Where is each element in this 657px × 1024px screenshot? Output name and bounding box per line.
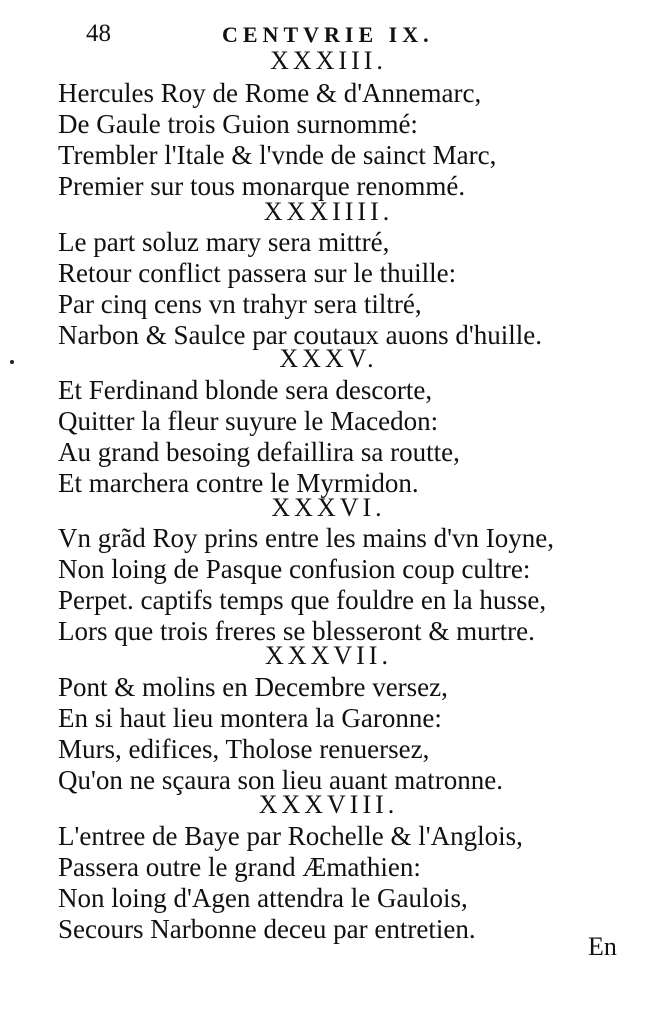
stanza-heading: XXXVII. xyxy=(265,641,392,670)
verse-line: Et marchera contre le Myrmidon. xyxy=(58,468,419,498)
verse-line: Non loing de Pasque confusion coup cultre: xyxy=(58,554,531,584)
verse-line: Trembler l'Itale & l'vnde de sainct Marc, xyxy=(58,140,497,170)
stanza-heading: XXXIII. xyxy=(270,46,387,75)
verse-line: Retour conflict passera sur le thuille: xyxy=(58,258,457,288)
verse-line: Narbon & Saulce par coutaux auons d'huille. xyxy=(58,320,542,350)
verse-line: Hercules Roy de Rome & d'Annemarc, xyxy=(58,78,482,108)
verse-line: En si haut lieu montera la Garonne: xyxy=(58,703,442,733)
verse-line: Murs, edifices, Tholose renuersez, xyxy=(58,734,430,764)
verse-line: Vn grãd Roy prins entre les mains d'vn Ioyne, xyxy=(58,523,555,553)
verse-line: Premier sur tous monarque renommé. xyxy=(58,171,466,201)
verse-line: Et Ferdinand blonde sera descorte, xyxy=(58,375,433,405)
catchword: En xyxy=(588,932,617,961)
verse-line: Pont & molins en Decembre versez, xyxy=(58,672,448,702)
stanza-heading: XXXV. xyxy=(279,344,378,373)
stanza-heading: XXXVI. xyxy=(271,493,386,522)
verse-line: Non loing d'Agen attendra le Gaulois, xyxy=(58,883,468,913)
verse-line: Quitter la fleur suyure le Macedon: xyxy=(58,406,439,436)
stanza-heading: XXXIIII. xyxy=(263,197,394,226)
verse-line: Lors que trois freres se blesseront & murtre. xyxy=(58,616,535,646)
page-number: 48 xyxy=(86,20,111,47)
verse-line: Par cinq cens vn trahyr sera tiltré, xyxy=(58,289,422,319)
verse-line: Le part soluz mary sera mittré, xyxy=(58,227,390,257)
verse-line: L'entree de Baye par Rochelle & l'Anglois, xyxy=(58,821,523,851)
verse-line: Perpet. captifs temps que fouldre en la husse, xyxy=(58,585,547,615)
verse-line: Au grand besoing defaillira sa routte, xyxy=(58,437,460,467)
verse-line: Qu'on ne sçaura son lieu auant matronne. xyxy=(58,765,503,795)
stanza-heading: XXXVIII. xyxy=(258,790,399,819)
running-head: CENTVRIE IX. xyxy=(222,22,434,47)
verse-line: Passera outre le grand Æmathien: xyxy=(58,852,421,882)
verse-line: De Gaule trois Guion surnommé: xyxy=(58,109,418,139)
verse-line: Secours Narbonne deceu par entretien. xyxy=(58,914,476,944)
